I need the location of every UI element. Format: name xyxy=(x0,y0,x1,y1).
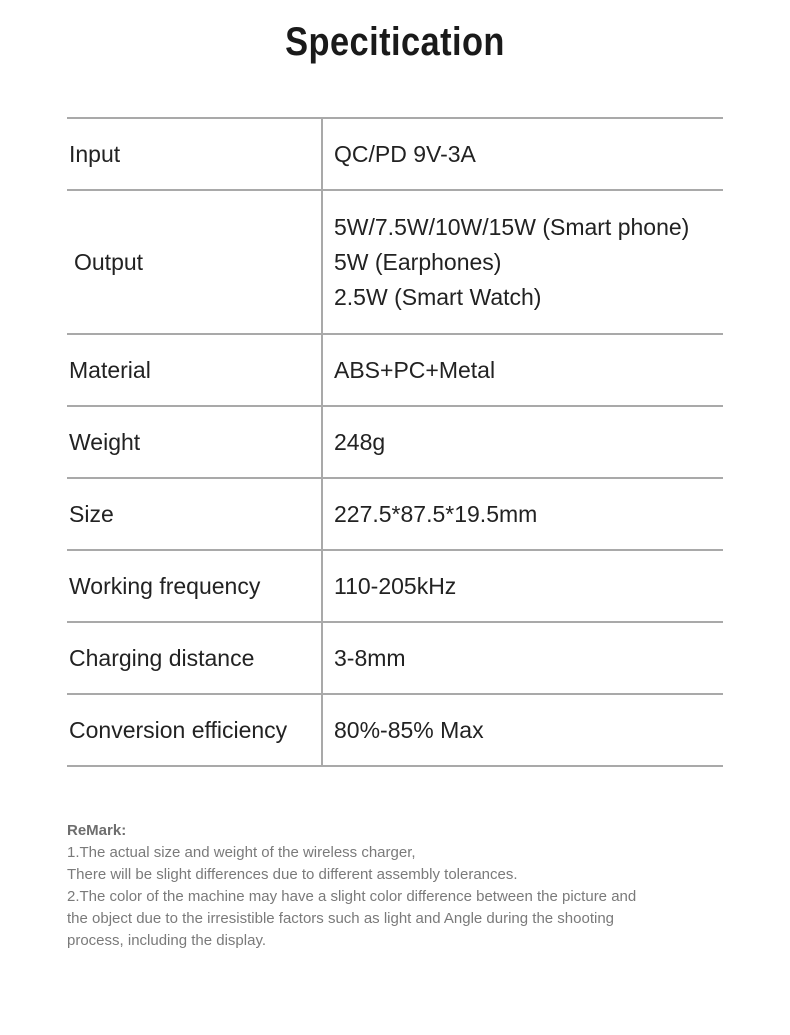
spec-row-size xyxy=(67,479,723,551)
spec-value: 5W (Earphones) xyxy=(334,248,502,275)
remark-line: 1.The actual size and weight of the wireless charger, xyxy=(67,844,416,861)
spec-value: 5W/7.5W/10W/15W (Smart phone) xyxy=(334,213,690,240)
spec-value-cell xyxy=(323,623,723,693)
spec-value: ABS+PC+Metal xyxy=(334,356,496,383)
spec-value: QC/PD 9V-3A xyxy=(334,140,476,167)
spec-value-cell xyxy=(323,551,723,621)
spec-row-output xyxy=(67,191,723,335)
spec-value: 110-205kHz xyxy=(334,572,457,599)
remark-line: process, including the display. xyxy=(67,932,266,949)
spec-row-weight xyxy=(67,407,723,479)
spec-label: Size xyxy=(67,479,323,549)
spec-value-cell xyxy=(323,119,723,189)
spec-label: Weight xyxy=(67,407,323,477)
remark-line: 2.The color of the machine may have a slight color difference between the picture and xyxy=(67,888,637,905)
spec-label: Charging distance xyxy=(67,623,323,693)
spec-row-input xyxy=(67,119,723,191)
remark-title: ReMark: xyxy=(67,822,127,839)
spec-value: 80%-85% Max xyxy=(334,716,484,743)
spec-row-conversion-efficiency xyxy=(67,695,723,767)
spec-value: 3-8mm xyxy=(334,644,406,671)
spec-row-working-frequency xyxy=(67,551,723,623)
remark-section xyxy=(67,820,737,952)
spec-label: Output xyxy=(67,191,323,333)
spec-label: Input xyxy=(67,119,323,189)
spec-label: Conversion efficiency xyxy=(67,695,323,765)
spec-value-cell xyxy=(323,191,723,333)
spec-row-charging-distance xyxy=(67,623,723,695)
spec-value-cell xyxy=(323,695,723,765)
spec-label: Material xyxy=(67,335,323,405)
spec-value: 2.5W (Smart Watch) xyxy=(334,283,542,310)
page-title: Specitication xyxy=(285,20,505,64)
remark-line: the object due to the irresistible factors such as light and Angle during the shooting xyxy=(67,910,615,927)
spec-table xyxy=(67,117,723,767)
spec-value: 248g xyxy=(334,428,386,455)
spec-value: 227.5*87.5*19.5mm xyxy=(334,500,538,527)
spec-value-cell xyxy=(323,407,723,477)
spec-label: Working frequency xyxy=(67,551,323,621)
spec-row-material xyxy=(67,335,723,407)
spec-value-cell xyxy=(323,335,723,405)
spec-value-cell xyxy=(323,479,723,549)
remark-line: There will be slight differences due to different assembly tolerances. xyxy=(67,866,518,883)
